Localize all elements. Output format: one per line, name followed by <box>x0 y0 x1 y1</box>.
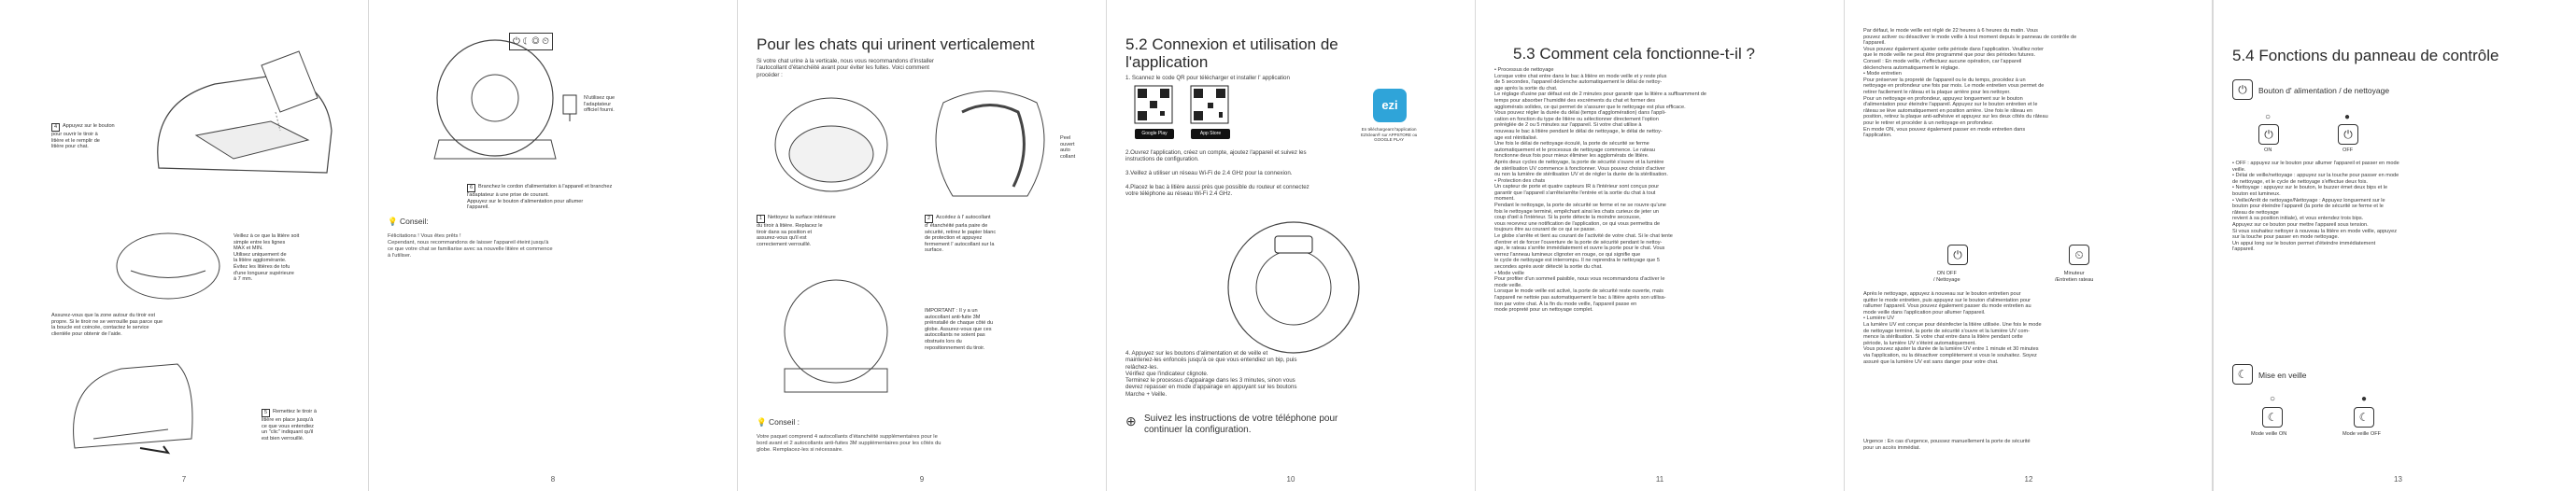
section-body: • OFF : appuyez sur le bouton pour allumer l'appareil et passer en mode veille. • Délai de veille/nettoyage : appuyez sur la touche pour passer en mode de nettoyage, et le cycle de nettoyage s'effectue deux fois. • Nettoyage : appuyez sur le bouton, le buzzer émet deux bips et le bouton est lumineux. • Veille/Arrêt de nettoyage/Nettoyage : Appuyez longuement sur le bouton pour éteindre l'appareil (la porte de sécurité se ferme et le râteau de nettoyage revient à sa position initiale), et vous entendez trois bips. Appuyez sur ce bouton pour mettre l'appareil sous tension. Si vous souhaitez nettoyer à nouveau la litière en mode veille, appuyez sur la touche pour passer en mode nettoyage. Un appui long sur le bouton permet d'éteindre immédiatement l'appareil. <box>2232 161 2399 253</box>
section-heading-2: Mise en veille <box>2258 371 2307 380</box>
step-5-callout <box>262 409 317 442</box>
step-4-callout <box>51 123 115 150</box>
step-1-text: 1. Scannez le code QR pour télécharger et installer l' application <box>1125 75 1290 81</box>
off-label: OFF <box>2342 147 2354 153</box>
power-on-icon: ⏻ <box>2258 124 2279 145</box>
sleep-icon: ☾ <box>2232 364 2253 385</box>
inner-drawer-illustration <box>766 89 897 201</box>
sleep-on-label: Mode veille ON <box>2251 431 2287 437</box>
urgence-text: Urgence : En cas d'urgence, poussez manuellement la porte de sécurité pour un accès immédiat. <box>1863 439 2031 451</box>
step-number: 5 <box>262 409 270 417</box>
sleep-off-label: Mode veille OFF <box>2342 431 2382 437</box>
page-7 <box>0 0 369 491</box>
app-store-badge[interactable]: App Store <box>1191 129 1230 139</box>
follow-instructions: Suivez les instructions de votre téléphone pour continuer la configuration. <box>1144 414 1338 435</box>
on-indicator-icon: ○ <box>2265 112 2272 122</box>
sticker-illustration <box>925 84 1055 205</box>
page-number: 11 <box>1655 475 1664 484</box>
page-14-content <box>2212 0 2213 491</box>
section-heading: Bouton d' alimentation / de nettoyage <box>2258 86 2390 95</box>
page-11 <box>1476 0 1845 491</box>
control-panel-icons: ⏻ ☾ ◎ ⏲ <box>509 33 553 50</box>
ezi-app-logo: ezi <box>1373 89 1407 122</box>
tip-text: Votre paquet comprend 4 autocollants d'étanchéité supplémentaires pour le bord avant et 2 autocollants anti-fuites 3M supplémentaires pour les côtés du globe. Remplacez-les si nécessaire. <box>757 434 941 453</box>
litter-note: Veillez à ce que la litière soit simple entre les lignes MAX et MIN. Utilisez uniquement de la litière agglomérante. Évitez les litières de tofu d'une longueur supérieure à 7 mm. <box>234 233 300 283</box>
peel-label: Peel ouvert auto collant <box>1060 135 1076 160</box>
on-label: ON <box>2264 147 2272 153</box>
step-4b-text: 4. Appuyez sur les boutons d'alimentation et de veille et maintenez-les enfoncés jusqu'à ce que vous entendiez un bip, puis relâchez-les. Vérifiez que l'indicateur clignote. Terminez le processus d'appairage dans les 3 minutes, sinon vous devrez repasser en mode d'appairage en appuyant sur les boutons Marche + Veille. <box>1125 350 1297 398</box>
step-2-label: Accédez à l' autocollant d' étanchéité parla paire de sécurité, retirez le papier blanc de protection et appuyez fermement l' autocollant sur la surface. <box>925 215 997 254</box>
section-body: Par défaut, le mode veille est réglé de 22 heures à 6 heures du matin. Vous pouvez activer ou désactiver le mode veille à tout moment depuis le panneau de contrôle de l'appareil. Vous pouvez également ajuster cette période dans l'application. Veuillez noter que le mode veille ne peut être programmé que pour des périodes futures. Conseil : En mode veille, n'effectuez aucune opération, car l'appareil déclenchera automatiquement le réglage. • Mode entretien Pour préserver la propreté de l'appareil ou le du temps, procédez à un nettoyage en profondeur une fois par mois. Le mode entretien vous permet de retirer facilement le râteau et la plaque arrière pour les nettoyer. Pour un nettoyage en profondeur, appuyez longuement sur le bouton d'alimentation pour éteindre l'appareil. Appuyez sur le bouton entretien et le râteau se lève automatiquement en position arrière. Une fois le râteau en position, retirez la plaque anti-adhésive et appuyez sur les deux côtés du râteau pour le retirer et procéder à un nettoyage en profondeur. En mode ON, vous pouvez également passer en mode entretien dans l'application. <box>1863 28 2077 139</box>
page-number: 10 <box>1286 475 1295 484</box>
qr-code-1 <box>1135 86 1172 123</box>
sleep-off-icon: ☾ <box>2354 407 2374 428</box>
intro-text: Si votre chat urine à la verticale, nous vous recommandons d'installer l'autocollant d'étanchéité avant pour éviter les fuites. Voici comment procéder : <box>757 58 934 78</box>
page-title: Pour les chats qui urinent verticalement <box>757 35 1035 53</box>
on-off-label: ON OFF / Nettoyage <box>1933 271 1960 283</box>
google-play-badge[interactable]: Google Play <box>1135 129 1174 139</box>
timer-icon: ⏲ <box>2069 245 2089 265</box>
step-5-text: Remettez le tiroir à litière en place jusqu'à ce que vous entendiez un "clic" indiquant qu'il est bien verrouillé. <box>262 409 317 442</box>
litter-level-illustration <box>112 219 224 313</box>
step-1-label: Nettoyez la surface intérieure du tiroir à litière. Replacez le tiroir dans sa position et assurez-vous qu'il est correctement verrouillé. <box>757 215 836 247</box>
important-note: IMPORTANT : Il y a un autocollant anti-fuite 3M préinstallé de chaque côté du globe. Assurez-vous que ces autocollants ne soient pas obstrués lors du repositionnement du tiroir. <box>925 308 994 351</box>
drawer-note: Assurez-vous que la zone autour du tiroir est propre. Si le tiroir ne se verrouille pas parce que la boucle est coincée, contactez le service clientèle pour obtenir de l'aide. <box>51 313 163 337</box>
page-13 <box>2214 0 2576 491</box>
page-12 <box>1845 0 2214 491</box>
step-1-text <box>757 215 836 247</box>
page-10 <box>1107 0 1476 491</box>
tip-label: Conseil: <box>399 217 429 226</box>
arrow-icon: ⊕ <box>1125 414 1137 428</box>
power-icon: ⏻ <box>2232 79 2253 100</box>
page-number: 12 <box>2024 475 2033 484</box>
sleep-off-indicator-icon: ● <box>2361 394 2368 404</box>
step-4-text: Appuyez sur le bouton pour ouvrir le tiroir à litière et le remplir de litière pour chat. <box>51 123 115 150</box>
qr-code-2 <box>1191 86 1228 123</box>
power-off-icon: ⏻ <box>2338 124 2358 145</box>
step-2-text: 2.Ouvrez l'application, créez un compte, ajoutez l'appareil et suivez les instructions de configuration. <box>1125 149 1307 163</box>
drawer-close-illustration <box>65 355 196 457</box>
tip-heading: 💡 Conseil: <box>388 217 429 226</box>
tip-text: Félicitations ! Vous êtes prêts ! Cependant, nous recommandons de laisser l'appareil éteint jusqu'à ce que votre chat se familiarise avec sa nouvelle litière et commence à l'utiliser. <box>388 233 553 259</box>
step-6-callout <box>467 184 612 211</box>
side-sticker-illustration <box>766 275 906 397</box>
adapter-note: N'utilisez que l'adaptateur officiel fourni. <box>584 95 616 114</box>
page-9 <box>738 0 1107 491</box>
page-8 <box>369 0 738 491</box>
step-4-text: 4.Placez le bac à litière aussi près que possible du routeur et connectez votre téléphone au réseau Wi-Fi 2.4 GHz. <box>1125 184 1309 198</box>
section-body-2: Après le nettoyage, appuyez à nouveau sur le bouton entretien pour quitter le mode entretien, puis appuyez sur le bouton d'alimentation pour rallumer l'appareil. Vous pouvez également passer du mode entretien au mode veille dans l'application pour allumer l'appareil. • Lumière UV La lumière UV est conçue pour désinfecter la litière utilisée. Une fois le mode de nettoyage terminé, la porte de sécurité s'ouvre et la lumière UV com- mence la stérilisation. Si votre chat entre dans la litière pendant cette période, la lumière UV s'éteint automatiquement. Vous pouvez ajuster la durée de la lumière UV entre 1 minute et 30 minutes via l'application, ou la désactiver complètement si vous le souhaitez. Soyez assuré que la lumière UV est sans danger pour votre chat. <box>1863 291 2042 365</box>
page-number: 13 <box>2394 475 2402 484</box>
step-number: 6 <box>467 184 475 192</box>
adapter-icon <box>560 93 579 121</box>
tip-label: Conseil : <box>768 417 800 427</box>
page-title: 5.2 Connexion et utilisation de l'application <box>1125 35 1338 71</box>
sleep-on-indicator-icon: ○ <box>2270 394 2276 404</box>
step-number: 2 <box>925 215 933 223</box>
tip-heading: 💡 Conseil : <box>757 417 800 427</box>
off-indicator-icon: ● <box>2344 112 2351 122</box>
page-title: 5.4 Fonctions du panneau de contrôle <box>2232 47 2499 64</box>
step-6-text: Branchez le cordon d'alimentation à l'appareil et branchez l'adaptateur à une prise de courant. Appuyez sur le bouton d'alimentation pour allumer l'appareil. <box>467 184 613 211</box>
step-number: 1 <box>757 215 765 223</box>
ezi-download-text: En téléchargeant l'application EZIclean® sur APPSTORE ou GOOGLE PLAY <box>1361 127 1418 142</box>
step-3-text: 3.Veillez à utiliser un réseau Wi-Fi de 2.4 GHz pour la connexion. <box>1125 170 1293 176</box>
step-number: 4 <box>51 123 60 132</box>
device-front-illustration <box>1200 203 1387 344</box>
sleep-on-icon: ☾ <box>2262 407 2283 428</box>
step-2-text <box>925 215 996 254</box>
litter-box-open-drawer-illustration <box>140 47 346 187</box>
page-number: 9 <box>919 475 925 484</box>
page-number: 7 <box>181 475 187 484</box>
power-icon: ⏻ <box>1947 245 1968 265</box>
page-number: 8 <box>550 475 556 484</box>
page-title: 5.3 Comment cela fonctionne-t-il ? <box>1513 45 1755 63</box>
section-body: • Processus de nettoyage Lorsque votre chat entre dans le bac à litière en mode veille et y reste plus de 5 secondes, l'appareil déclenche automatiquement le délai de nettoy- age après la sortie du chat. Le réglage d'usine par défaut est de 2 minutes pour garantir que la litière a suffisamment de temps pour absorber l'humidité des excréments du chat et former des agglomérats solides, ce qui permet de s'assurer que le nettoyage est plus efficace. Vous pouvez régler la durée du délai (temps d'agglomération) dans l'appli- cation en fonction du type de litière ou sélectionner directement l'option préréglée de 2 ou 5 minutes sur l'appareil. Si votre chat utilise à nouveau le bac à litière pendant le délai de nettoyage, le délai de nettoy- age est réinitialisé. Une fois le délai de nettoyage écoulé, la porte de sécurité se ferme automatiquement et le processus de nettoyage commence. Le rateau fonctionne deux fois pour mieux éliminer les agglomérats de litière. Après deux cycles de nettoyage, la porte de sécurité s'ouvre et la lumière de stérilisation UV commence à fonctionner. Vous pouvez choisir d'activer ou non la lumière de stérilisation UV et de régler la durée de la stérilisation. • Protection des chats Un capteur de porte et quatre capteurs IR à l'intérieur sont conçus pour garantir que l'appareil s'arrête/arrête l'entrée et la sortie du chat à tout moment. Pendant le nettoyage, la porte de sécurité se ferme et ne se rouvre qu'une fois le nettoyage terminé, empêchant ainsi les chats curieux de jeter un coup d'œil à l'intérieur. Si la porte détecte la moindre secousse, vous recevrez une notification de l'application, ce qui vous permettra de toujours être au courant de ce qui se passe. Le globe s'arrête et tient au courant de l'activité de votre chat. Si le chat tente d'entrer et de forcer l'ouverture de la porte de sécurité pendant le nettoy- age, le rateau s'arrête immédiatement et ouvre la porte pour le chat. Vous verrez l'anneau lumineux clignoter en rouge, ce qui signifie que le cycle de nettoyage est interrompu. Il ne reprendra le nettoyage que 5 secondes après avoir détecté la sortie du chat. • Mode veille Pour profiter d'un sommeil paisible, nous vous recommandons d'activer le mode veille. Lorsque le mode veille est activé, la porte de sécurité reste ouverte, mais l'appareil ne nettoie pas automatiquement le bac à litière après son utilisa- tion par votre chat. À la fin du mode veille, l'appareil passe en mode propreté pour un nettoyage complet. <box>1494 67 1707 314</box>
timer-label: Minuteur /Entretien rateau <box>2055 271 2094 283</box>
